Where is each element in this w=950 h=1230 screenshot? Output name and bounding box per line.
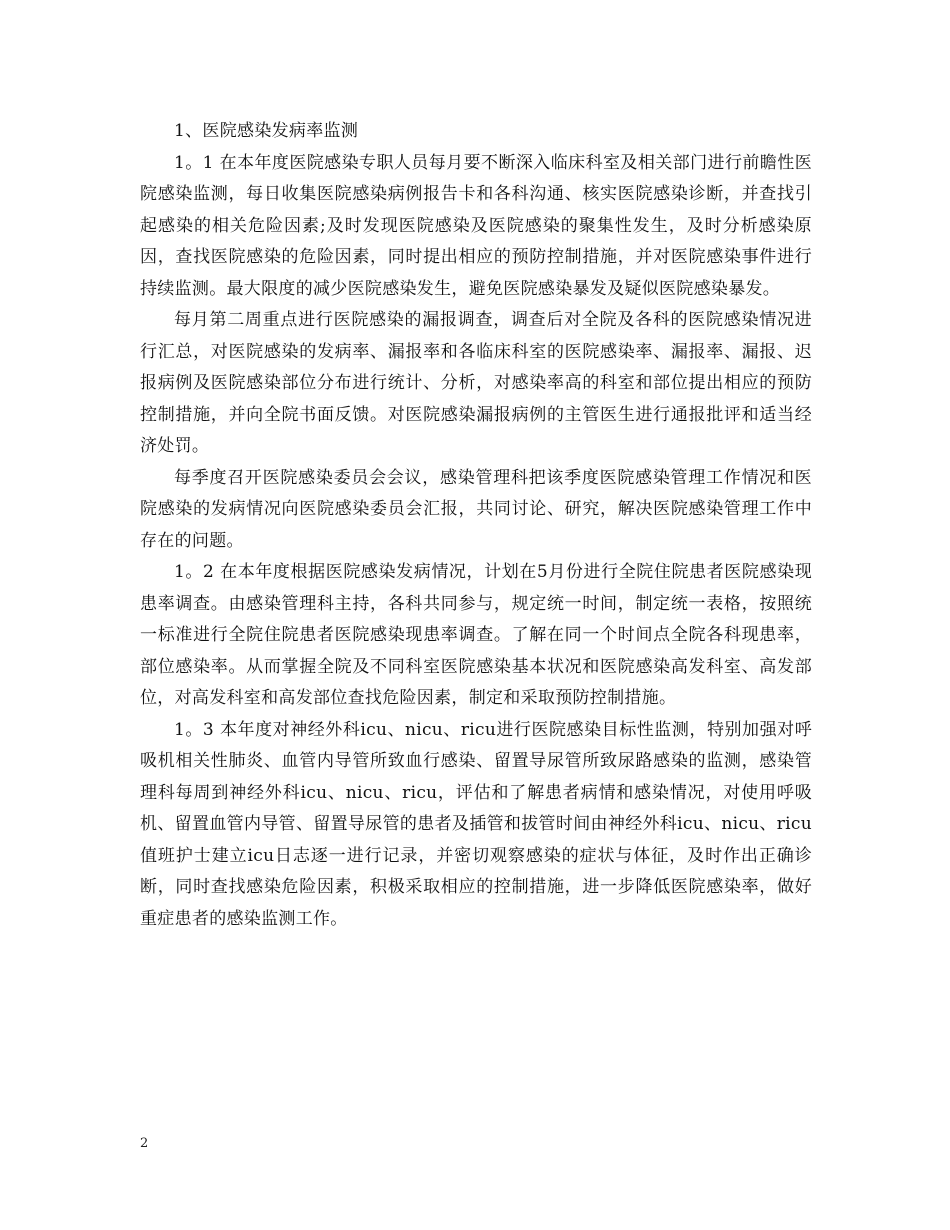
paragraph-quarterly-meeting: 每季度召开医院感染委员会会议，感染管理科把该季度医院感染管理工作情况和医院感染的发病情况向医院感染委员会汇报，共同讨论、研究，解决医院感染管理工作中存在的问题。 bbox=[140, 467, 812, 551]
section-heading: 1、医院感染发病率监测 bbox=[174, 121, 359, 141]
paragraph-underreport-survey: 每月第二周重点进行医院感染的漏报调查，调查后对全院及各科的医院感染情况进行汇总，对医院感染的发病率、漏报率和各临床科室的医院感染率、漏报率、漏报、迟报病例及医院感染部位分布进行统计、分析，对感染率高的科室和部位提出相应的预防控制措施，并向全院书面反馈。对医院感染漏报病例的主管医生进行通报批评和适当经济处罚。 bbox=[140, 310, 812, 456]
page-number: 2 bbox=[140, 1136, 149, 1151]
paragraph-1-1: 1。1 在本年度医院感染专职人员每月要不断深入临床科室及相关部门进行前瞻性医院感染监测，每日收集医院感染病例报告卡和各科沟通、核实医院感染诊断，并查找引起感染的相关危险因素;及时发现医院感染及医院感染的聚集性发生，及时分析感染原因，查找医院感染的危险因素，同时提出相应的预防控制措施，并对医院感染事件进行持续监测。最大限度的减少医院感染发生，避免医院感染暴发及疑似医院感染暴发。 bbox=[140, 152, 812, 299]
document-body bbox=[140, 116, 812, 935]
paragraph-1-3: 1。3 本年度对神经外科icu、nicu、ricu进行医院感染目标性监测，特别加强对呼吸机相关性肺炎、血管内导管所致血行感染、留置导尿管所致尿路感染的监测，感染管理科每周到神经外科icu、nicu、ricu，评估和了解患者病情和感染情况，对使用呼吸机、留置血管内导管、留置导尿管的患者及插管和拔管时间由神经外科icu、nicu、ricu值班护士建立icu日志逐一进行记录，并密切观察感染的症状与体征，及时作出正确诊断，同时查找感染危险因素，积极采取相应的控制措施，进一步降低医院感染率，做好重症患者的感染监测工作。 bbox=[140, 719, 812, 929]
paragraph-1-2: 1。2 在本年度根据医院感染发病情况，计划在5月份进行全院住院患者医院感染现患率调查。由感染管理科主持，各科共同参与，规定统一时间，制定统一表格，按照统一标准进行全院住院患者医院感染现患率调查。了解在同一个时间点全院各科现患率，部位感染率。从而掌握全院及不同科室医院感染基本状况和医院感染高发科室、高发部位，对高发科室和高发部位查找危险因素，制定和采取预防控制措施。 bbox=[140, 562, 812, 708]
